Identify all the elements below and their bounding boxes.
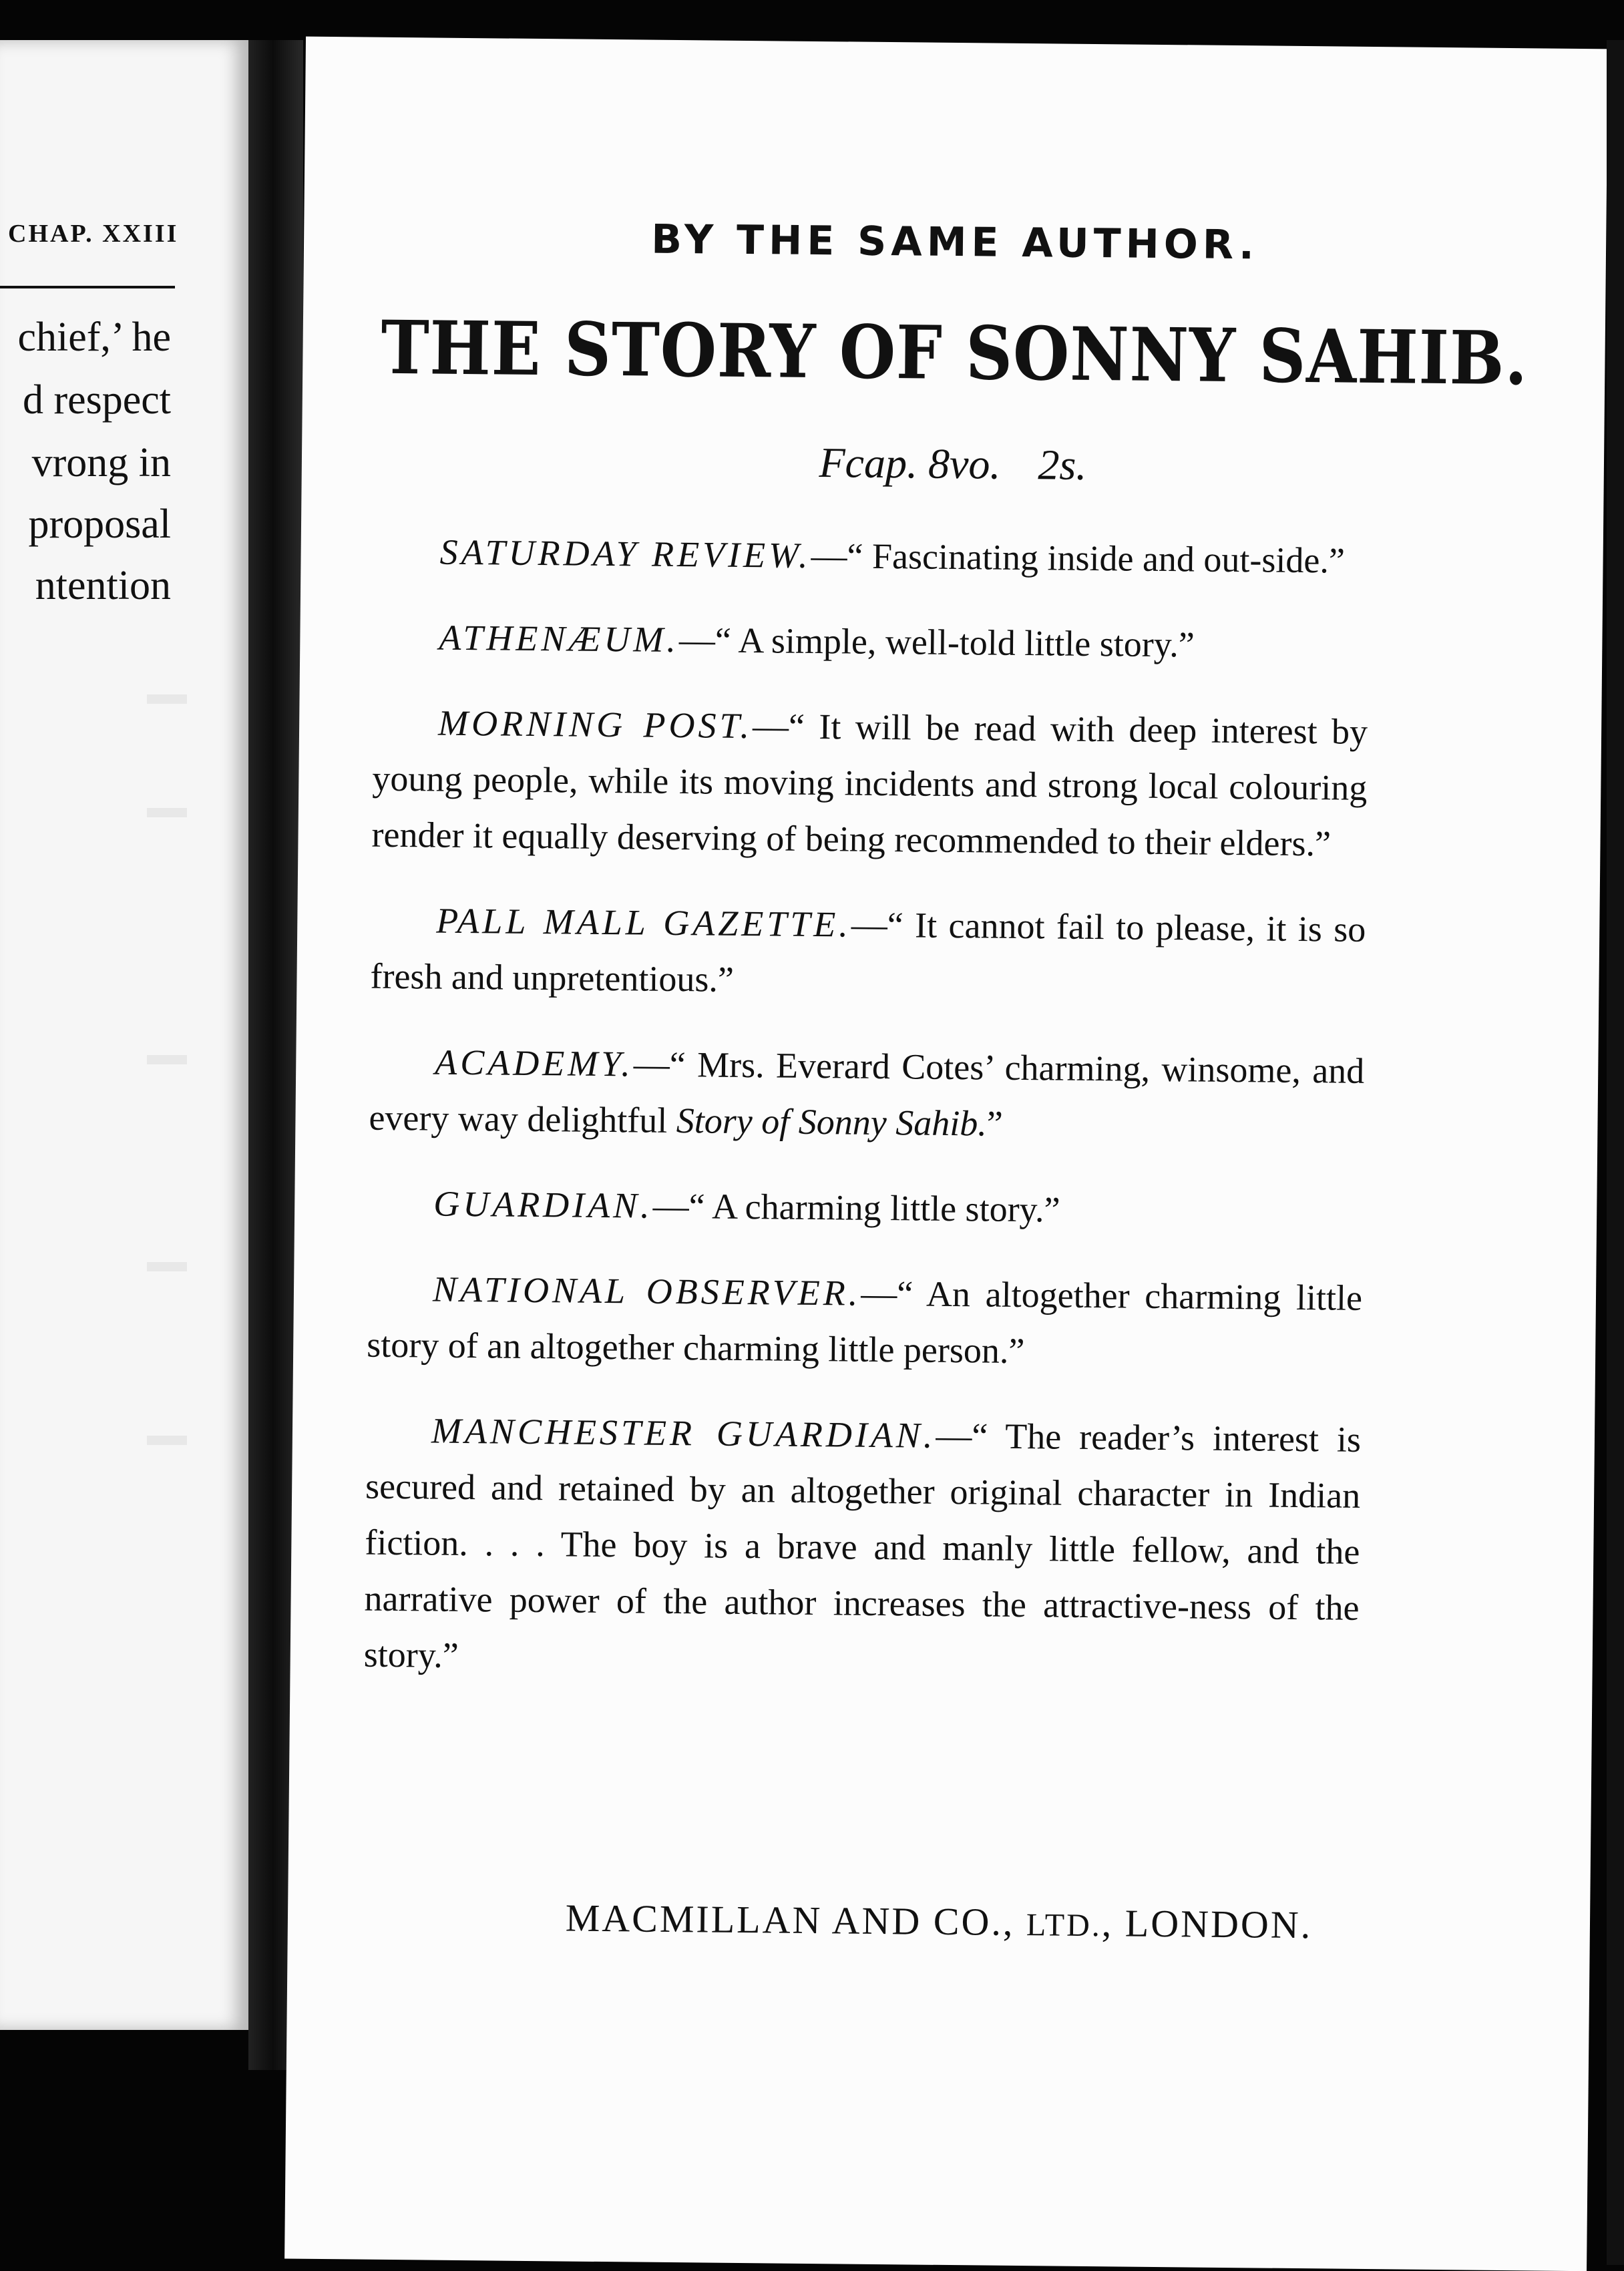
review-book-title: Story of Sonny Sahib.: [676, 1100, 988, 1144]
bleed-through: [147, 1436, 187, 1445]
review: [368, 1175, 1364, 1241]
scan-edge: [1607, 40, 1624, 2265]
text-fragment: ntention: [35, 563, 171, 608]
review-source: GUARDIAN.: [433, 1183, 654, 1226]
price: 2s.: [1038, 441, 1087, 489]
running-head: CHAP. XXIII: [8, 220, 179, 248]
review-quote: —“ The reader’s interest is secured and retained by an altogether original character in Indian fiction. . . . The boy is a brave and manly little fellow, and the narrative power of the author increases the attractive-ness of the story.”: [363, 1415, 1362, 1675]
format-price: [302, 433, 1605, 495]
review: [367, 1261, 1363, 1382]
review-quote: —“ Fascinating inside and out-side.”: [811, 535, 1346, 581]
review-source: ACADEMY.: [435, 1042, 634, 1084]
text-fragment: d respect: [22, 377, 171, 423]
header-rule: [0, 286, 175, 288]
review-quote: —“ It cannot fail to please, it is so fresh and unpretentious.”: [370, 904, 1366, 1000]
review-quote: —“ It will be read with deep interest by young people, while its moving incidents and strong local colouring render it equally deserving of being recommended to their elders.”: [371, 706, 1368, 864]
text-fragment: vrong in: [31, 440, 171, 485]
review-source: ATHENÆUM.: [439, 617, 680, 660]
review-list: [363, 524, 1370, 1721]
review-source: SATURDAY REVIEW.: [439, 532, 811, 576]
bleed-through: [147, 694, 187, 704]
format: Fcap. 8vo.: [819, 439, 1001, 488]
review: [373, 609, 1369, 674]
advertisement-page: [284, 37, 1608, 2271]
bleed-through: [147, 1055, 187, 1064]
previous-page: [0, 40, 248, 2030]
review-quote: —“ An altogether charming little story of an altogether charming little person.”: [366, 1273, 1363, 1372]
publisher-name: MACMILLAN AND CO.,: [565, 1896, 1027, 1944]
book-title: THE STORY OF SONNY SAHIB.: [380, 304, 1529, 402]
review: [369, 1034, 1365, 1155]
bleed-through: [147, 1262, 187, 1271]
publisher-ltd: LTD.: [1026, 1907, 1102, 1944]
review-quote: —“ A charming little story.”: [652, 1185, 1060, 1230]
text-fragment: proposal: [28, 501, 171, 547]
review-quote-end: ”: [986, 1103, 1004, 1144]
review-quote: —“ A simple, well-told little story.”: [678, 620, 1195, 665]
review: [370, 892, 1366, 1014]
publisher-city: , LONDON.: [1101, 1901, 1313, 1947]
review-quote: —“ Mrs. Everard Cotes’ charming, winsome, and every way delightful: [369, 1044, 1365, 1141]
text-fragment: chief,’ he: [17, 315, 171, 360]
review-source: MORNING POST.: [437, 702, 753, 747]
section-header: BY THE SAME AUTHOR.: [651, 216, 1259, 269]
review-source: PALL MALL GAZETTE.: [436, 900, 852, 945]
review: [363, 1402, 1361, 1692]
review-source: NATIONAL OBSERVER.: [432, 1269, 861, 1313]
review: [374, 524, 1370, 589]
publisher-imprint: [288, 1893, 1591, 1950]
bleed-through: [147, 808, 187, 817]
review: [371, 694, 1368, 872]
review-source: MANCHESTER GUARDIAN.: [431, 1410, 936, 1456]
